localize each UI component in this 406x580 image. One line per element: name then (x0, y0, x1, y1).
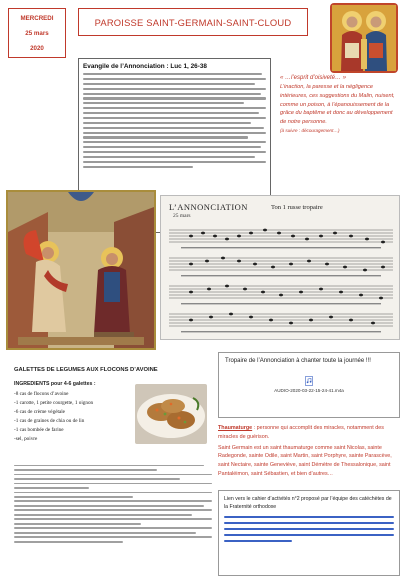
score-tone: Ton 1 russe tropaire (271, 204, 323, 211)
activity-book-text: Lien vers le cahier d’activités n°2 proposé par l’équipe des catéchètes de la Fraternité orthodoxe (224, 496, 392, 511)
date-number: 25 mars (25, 30, 49, 37)
quote-heading: « …l’esprit d’oisiveté… » (280, 75, 347, 81)
troparion-box (218, 352, 400, 418)
ingredient-item: -sel, poivre (14, 436, 38, 442)
quote-body: L’inaction, la paresse et la négligence intérieures, ces suggestions du Malin, nuisent, comme un poison, à l’épanouissement de la grâce du baptême et donc au développement de notre personne. (280, 84, 395, 126)
ingredient-item: -1 carotte, 1 petite courgette, 1 oignon (14, 400, 94, 406)
date-day: MERCREDI (20, 15, 54, 22)
troparion-text: Tropaire de l’Annonciation à chanter toute la journée !!! (225, 358, 371, 364)
gospel-text (83, 73, 266, 168)
audio-file-icon (304, 376, 314, 386)
score-title: L’ANNONCIATION (169, 202, 248, 212)
recipe-title: GALETTES DE LEGUMES AUX FLOCONS D’AVOINE (14, 367, 158, 373)
gospel-title: Evangile de l’Annonciation : Luc 1, 26-38 (83, 63, 207, 70)
thaumaturge-meaning: : personne qui accomplit des miracles, notamment des miracles de guérison. (218, 425, 384, 440)
annunciation-icon-image (6, 190, 156, 350)
score-date: 25 mars (173, 213, 191, 219)
activity-book-link[interactable] (224, 516, 394, 542)
date-year: 2020 (30, 45, 44, 52)
troparion-score (160, 195, 400, 340)
thaumaturge-saints: Saint Germain est un saint thaumaturge comme saint Nicolas, sainte Radegonde, sainte Odile, saint Martin, saint Porphyre, sainte Parascève, saint Nectaire, sainte Geneviève, saint Démètre de Thessalonique, saint Pantaléimon, saint Sébastien, et bien d’autres… (218, 444, 392, 477)
ingredient-item: -6 cas de crème végétale (14, 409, 65, 415)
ingredient-item: -1 cas de graines de chia ou de lin (14, 418, 85, 424)
ingredient-item: -8 cas de flocons d’avoine (14, 391, 69, 397)
audio-filename: AUDIO-2020-03-22-15-24-41.m4a (274, 388, 344, 393)
saints-icon-image (330, 3, 398, 73)
thaumaturge-term: Thaumaturge (218, 425, 253, 431)
ingredient-item: -1 cas bombée de farine (14, 427, 64, 433)
score-staves (161, 220, 400, 340)
recipe-instructions (14, 462, 212, 545)
thaumaturge-definition (218, 424, 400, 479)
quote-source: (à suivre : découragement…) (280, 127, 340, 133)
galettes-photo (135, 384, 207, 444)
audio-attachment[interactable] (225, 376, 393, 393)
ingredients-label: INGREDIENTS pour 4-6 galettes : (14, 381, 96, 387)
parish-title-box (78, 8, 308, 36)
date-box (8, 8, 66, 58)
activity-book-box (218, 490, 400, 576)
page-title: PAROISSE SAINT-GERMAIN-SAINT-CLOUD (94, 16, 292, 28)
spiritual-quote (276, 72, 400, 137)
